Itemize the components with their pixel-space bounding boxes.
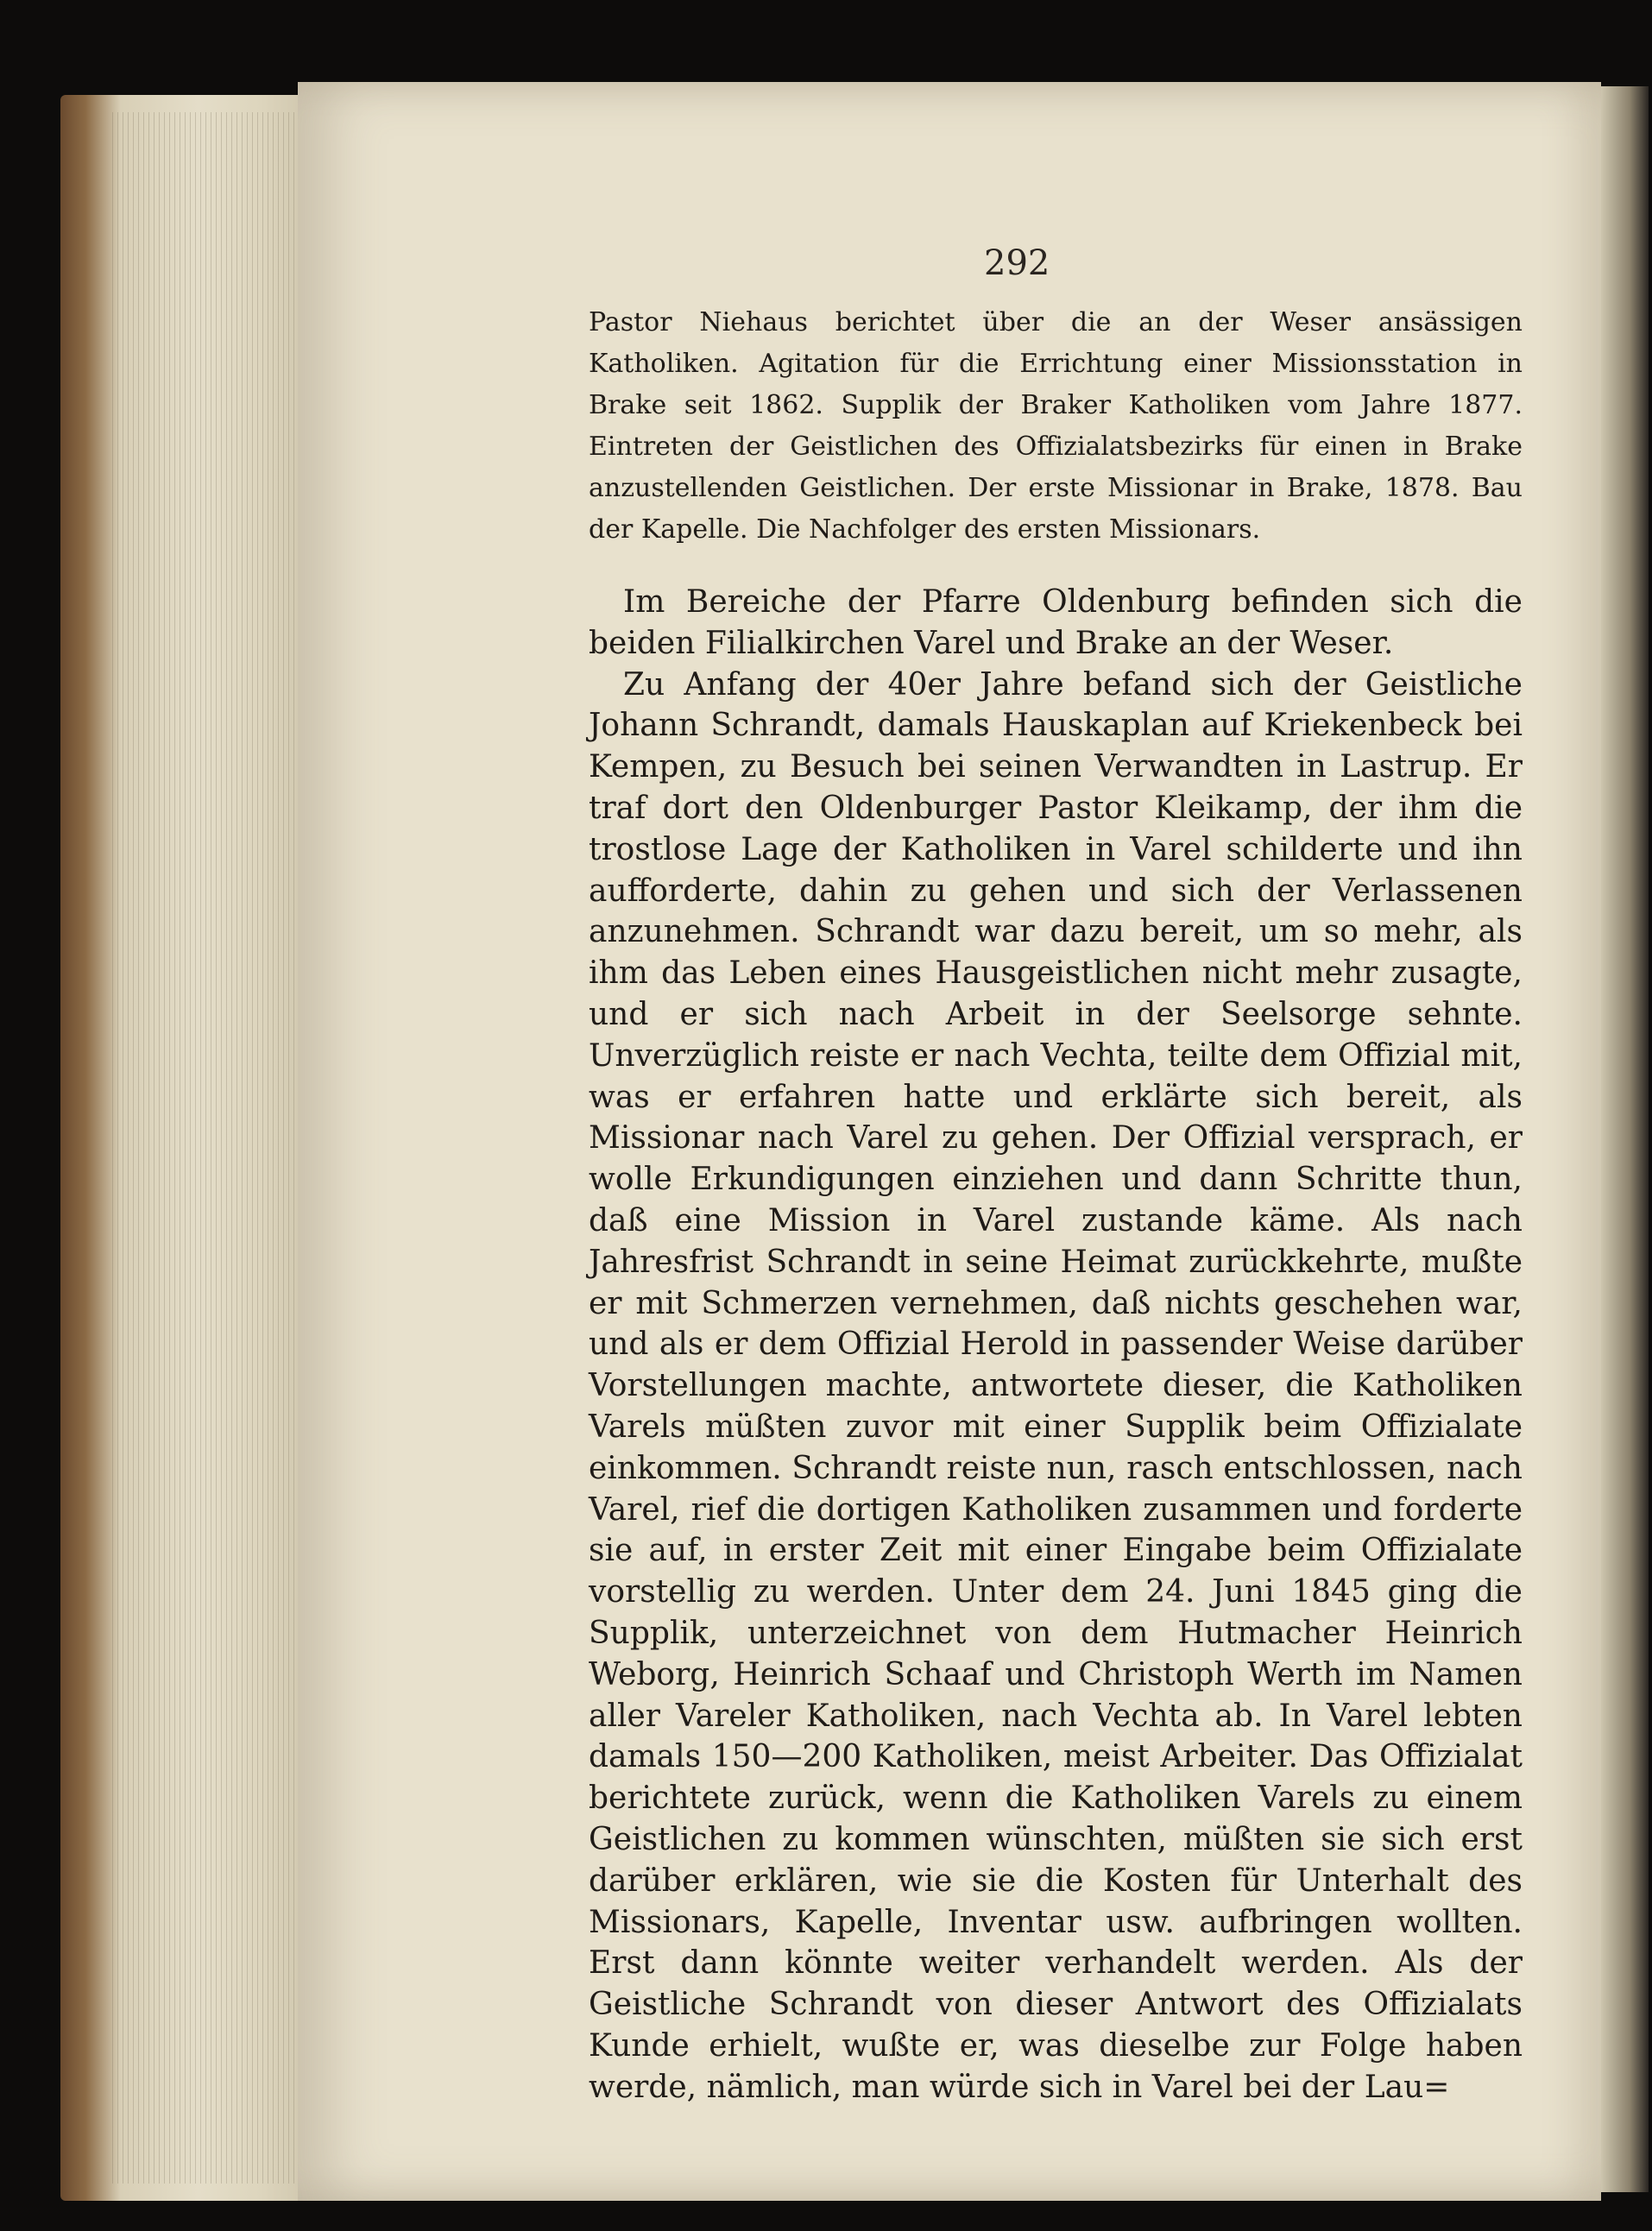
page-number: 292 (984, 243, 1050, 283)
chapter-summary: Pastor Niehaus berichtet über die an der Weser ansässigen Katholiken. Agitation für die Errichtung einer Missionsstation in Brake seit 1862. Supplik der Braker Katholiken vom Jahre 1877. Eintreten der Geistlichen des Offizialatsbezirks für einen in Brake anzustellenden Geistlichen. Der erste Missionar in Brake, 1878. Bau der Kapelle. Die Nachfolger des ersten Missionars. (589, 307, 1523, 545)
paragraph: Im Bereiche der Pfarre Oldenburg befinden sich die beiden Filialkirchen Varel und Brake an der Weser. (589, 584, 1523, 661)
page-text (589, 302, 1523, 2108)
paragraph: Zu Anfang der 40er Jahre befand sich der Geistliche Johann Schrandt, damals Hauskaplan auf Kriekenbeck bei Kempen, zu Besuch bei seinen Verwandten in Lastrup. Er traf dort den Oldenburger Pastor Kleikamp, der ihm die trostlose Lage der Katholiken in Varel schilderte und ihn aufforderte, dahin zu gehen und sich der Verlassenen anzunehmen. Schrandt war dazu bereit, um so mehr, als ihm das Leben eines Hausgeistlichen nicht mehr zusagte, und er sich nach Arbeit in der Seelsorge sehnte. Unverzüglich reiste er nach Vechta, teilte dem Offizial mit, was er erfahren hatte und erklärte sich bereit, als Missionar nach Varel zu gehen. Der Offizial versprach, er wolle Erkundigungen einziehen und dann Schritte thun, daß eine Mission in Varel zustande käme. Als nach Jahresfrist Schrandt in seine Heimat zurückkehrte, mußte er mit Schmerzen vernehmen, daß nichts geschehen war, und als er dem Offizial Herold in passender Weise darüber Vorstellungen machte, antwortete dieser, die Katholiken Varels müßten zuvor mit einer Supplik beim Offizialate einkommen. Schrandt reiste nun, rasch entschlossen, nach Varel, rief die dortigen Katholiken zusammen und forderte sie auf, in erster Zeit mit einer Eingabe beim Offizialate vorstellig zu werden. Unter dem 24. Juni 1845 ging die Supplik, unterzeichnet von dem Hutmacher Heinrich Weborg, Heinrich Schaaf und Christoph Werth im Namen aller Vareler Katholiken, nach Vechta ab. In Varel lebten damals 150—200 Katholiken, meist Arbeiter. Das Offizialat berichtete zurück, wenn die Katholiken Varels zu einem Geistlichen zu kommen wünschten, müßten sie sich erst darüber erklären, wie sie die Kosten für Unterhalt des Missionars, Kapelle, Inventar usw. aufbringen wollten. Erst dann könnte weiter verhandelt werden. Als der Geistliche Schrandt von dieser Antwort des Offizialats Kunde erhielt, wußte er, was dieselbe zur Folge haben werde, nämlich, man würde sich in Varel bei der Lau= (589, 666, 1523, 2105)
body-text (589, 582, 1523, 2108)
page-edge-lines (112, 112, 311, 2184)
book-spine-shadow (1601, 86, 1649, 2192)
